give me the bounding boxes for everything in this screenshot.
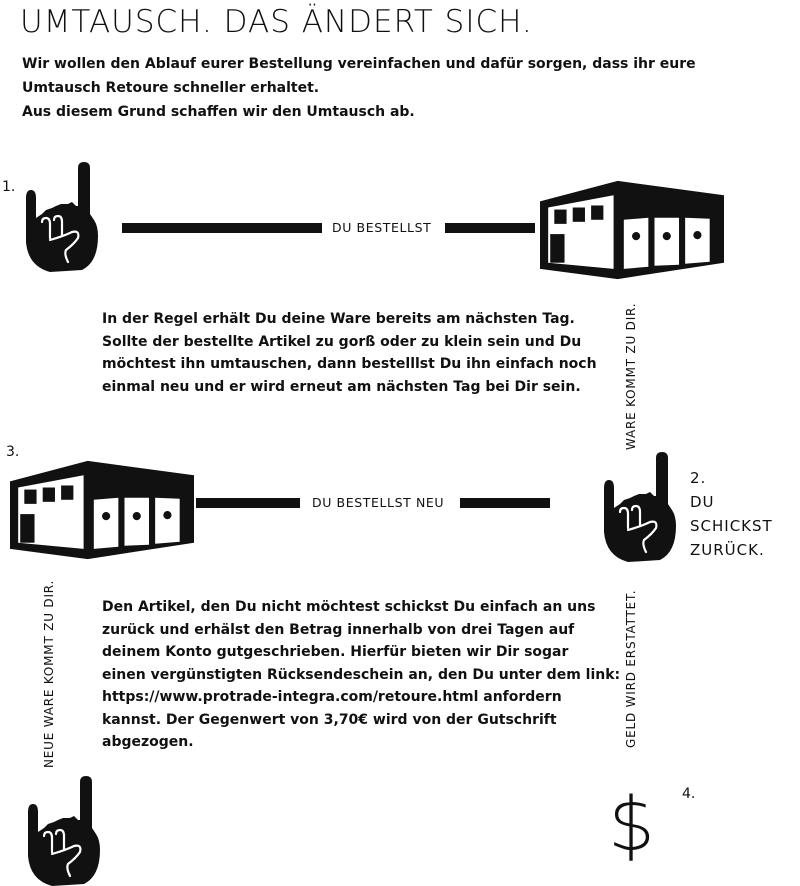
paragraph-line: zurück und erhälst den Betrag innerhalb von drei Tagen auf xyxy=(102,621,575,638)
step-3-number: 3. xyxy=(6,444,20,460)
step-1-number: 1. xyxy=(2,179,16,195)
paragraph-line: In der Regel erhält Du deine Ware bereits am nächsten Tag. xyxy=(102,311,575,327)
connector-label-middle: DU BESTELLST NEU xyxy=(312,495,445,510)
paragraph-line: kannst. Der Gegenwert von 3,70€ wird von der Gutschrift xyxy=(102,711,557,728)
page-title: UMTAUSCH. DAS ÄNDERT SICH. xyxy=(20,4,533,40)
step-2-number: 2. xyxy=(690,469,707,487)
step-2-label-line: DU SCHICKST xyxy=(690,493,773,535)
warehouse-icon xyxy=(10,460,194,560)
rock-hand-icon xyxy=(20,162,100,272)
intro-text xyxy=(22,52,722,124)
rock-hand-icon xyxy=(598,452,678,562)
step-4-number: 4. xyxy=(682,786,696,802)
intro-line: Umtausch Retoure schneller erhaltet. xyxy=(22,80,320,96)
dollar-icon: $ xyxy=(608,782,656,868)
paragraph-line: einen vergünstigten Rücksendeschein an, den Du unter dem link: xyxy=(102,666,621,683)
paragraph-line: deinem Konto gutgeschrieben. Hierfür bieten wir Dir sogar xyxy=(102,644,569,660)
paragraph-line: Sollte der bestellte Artikel zu gorß oder zu klein sein und Du xyxy=(102,333,582,350)
paragraph-line: Den Artikel, den Du nicht möchtest schickst Du einfach an uns xyxy=(102,599,596,615)
connector-bar xyxy=(460,498,550,508)
connector-label-top: DU BESTELLST xyxy=(332,220,432,235)
paragraph-line: abgezogen. xyxy=(102,734,194,750)
connector-bar xyxy=(122,223,322,233)
intro-line: Aus diesem Grund schaffen wir den Umtausch ab. xyxy=(22,104,415,120)
intro-line: Wir wollen den Ablauf eurer Bestellung vereinfachen und dafür sorgen, dass ihr eure xyxy=(22,56,696,72)
paragraph-line: einmal neu und er wird erneut am nächsten Tag bei Dir sein. xyxy=(102,378,581,395)
connector-bar xyxy=(196,498,300,508)
step-2-label xyxy=(690,466,800,562)
paragraph-exchange xyxy=(102,308,597,398)
step-2-label-line: ZURÜCK. xyxy=(690,541,765,559)
connector-bar xyxy=(445,223,535,233)
connector-label-right-upper: WARE KOMMT ZU DIR. xyxy=(624,302,638,450)
warehouse-icon xyxy=(540,180,724,280)
paragraph-line: möchtest ihn umtauschen, dann bestelllst Du ihn einfach noch xyxy=(102,356,597,372)
paragraph-return xyxy=(102,596,620,754)
connector-label-left: NEUE WARE KOMMT ZU DIR. xyxy=(42,579,56,768)
paragraph-link-line[interactable]: https://www.protrade-integra.com/retoure.html anfordern xyxy=(102,689,562,705)
connector-label-right-lower: GELD WIRD ERSTATTET. xyxy=(624,589,638,748)
rock-hand-icon xyxy=(22,776,102,886)
